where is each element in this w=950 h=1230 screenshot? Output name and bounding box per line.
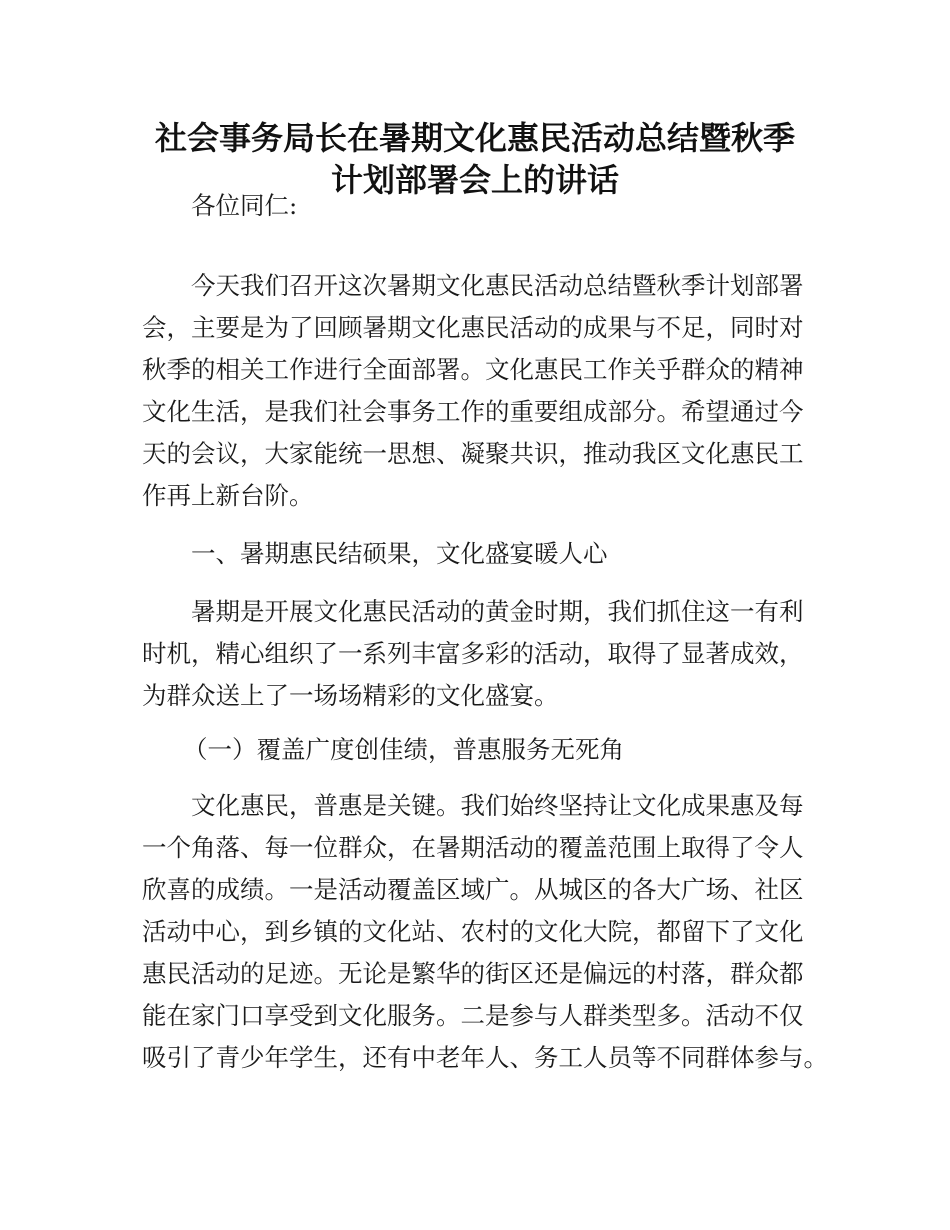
section1-line: 时机，精心组织了一系列丰富多彩的活动，取得了显著成效， bbox=[142, 639, 804, 668]
subsection1-line: 能在家门口享受到文化服务。二是参与人群类型多。活动不仅 bbox=[142, 1001, 804, 1030]
intro-line: 文化生活，是我们社会事务工作的重要组成部分。希望通过今 bbox=[142, 397, 804, 426]
intro-line: 秋季的相关工作进行全面部署。文化惠民工作关乎群众的精神 bbox=[142, 355, 804, 384]
intro-line: 作再上新台阶。 bbox=[142, 481, 314, 510]
document-title-line-2: 计划部署会上的讲话 bbox=[330, 161, 619, 199]
subsection1-line: 一个角落、每一位群众，在暑期活动的覆盖范围上取得了令人 bbox=[142, 833, 804, 862]
document-title-line-1: 社会事务局长在暑期文化惠民活动总结暨秋季 bbox=[154, 119, 795, 157]
intro-line: 天的会议，大家能统一思想、凝聚共识，推动我区文化惠民工 bbox=[142, 439, 804, 468]
intro-line: 今天我们召开这次暑期文化惠民活动总结暨秋季计划部署 bbox=[191, 271, 804, 300]
section-heading-1: 一、暑期惠民结硕果，文化盛宴暖人心 bbox=[191, 539, 608, 568]
subsection1-line: 吸引了青少年学生，还有中老年人、务工人员等不同群体参与。 bbox=[142, 1043, 828, 1072]
subsection1-line: 欣喜的成绩。一是活动覆盖区域广。从城区的各大广场、社区 bbox=[142, 875, 804, 904]
subsection1-line: 文化惠民，普惠是关键。我们始终坚持让文化成果惠及每 bbox=[191, 791, 804, 820]
subsection1-line: 活动中心，到乡镇的文化站、农村的文化大院，都留下了文化 bbox=[142, 917, 804, 946]
subsection-heading-1: （一）覆盖广度创佳绩，普惠服务无死角 bbox=[183, 735, 624, 764]
intro-line: 会，主要是为了回顾暑期文化惠民活动的成果与不足，同时对 bbox=[142, 313, 804, 342]
section1-line: 暑期是开展文化惠民活动的黄金时期，我们抓住这一有利 bbox=[191, 597, 804, 626]
section1-line: 为群众送上了一场场精彩的文化盛宴。 bbox=[142, 681, 559, 710]
salutation: 各位同仁: bbox=[191, 191, 298, 220]
subsection1-line: 惠民活动的足迹。无论是繁华的街区还是偏远的村落，群众都 bbox=[142, 959, 804, 988]
